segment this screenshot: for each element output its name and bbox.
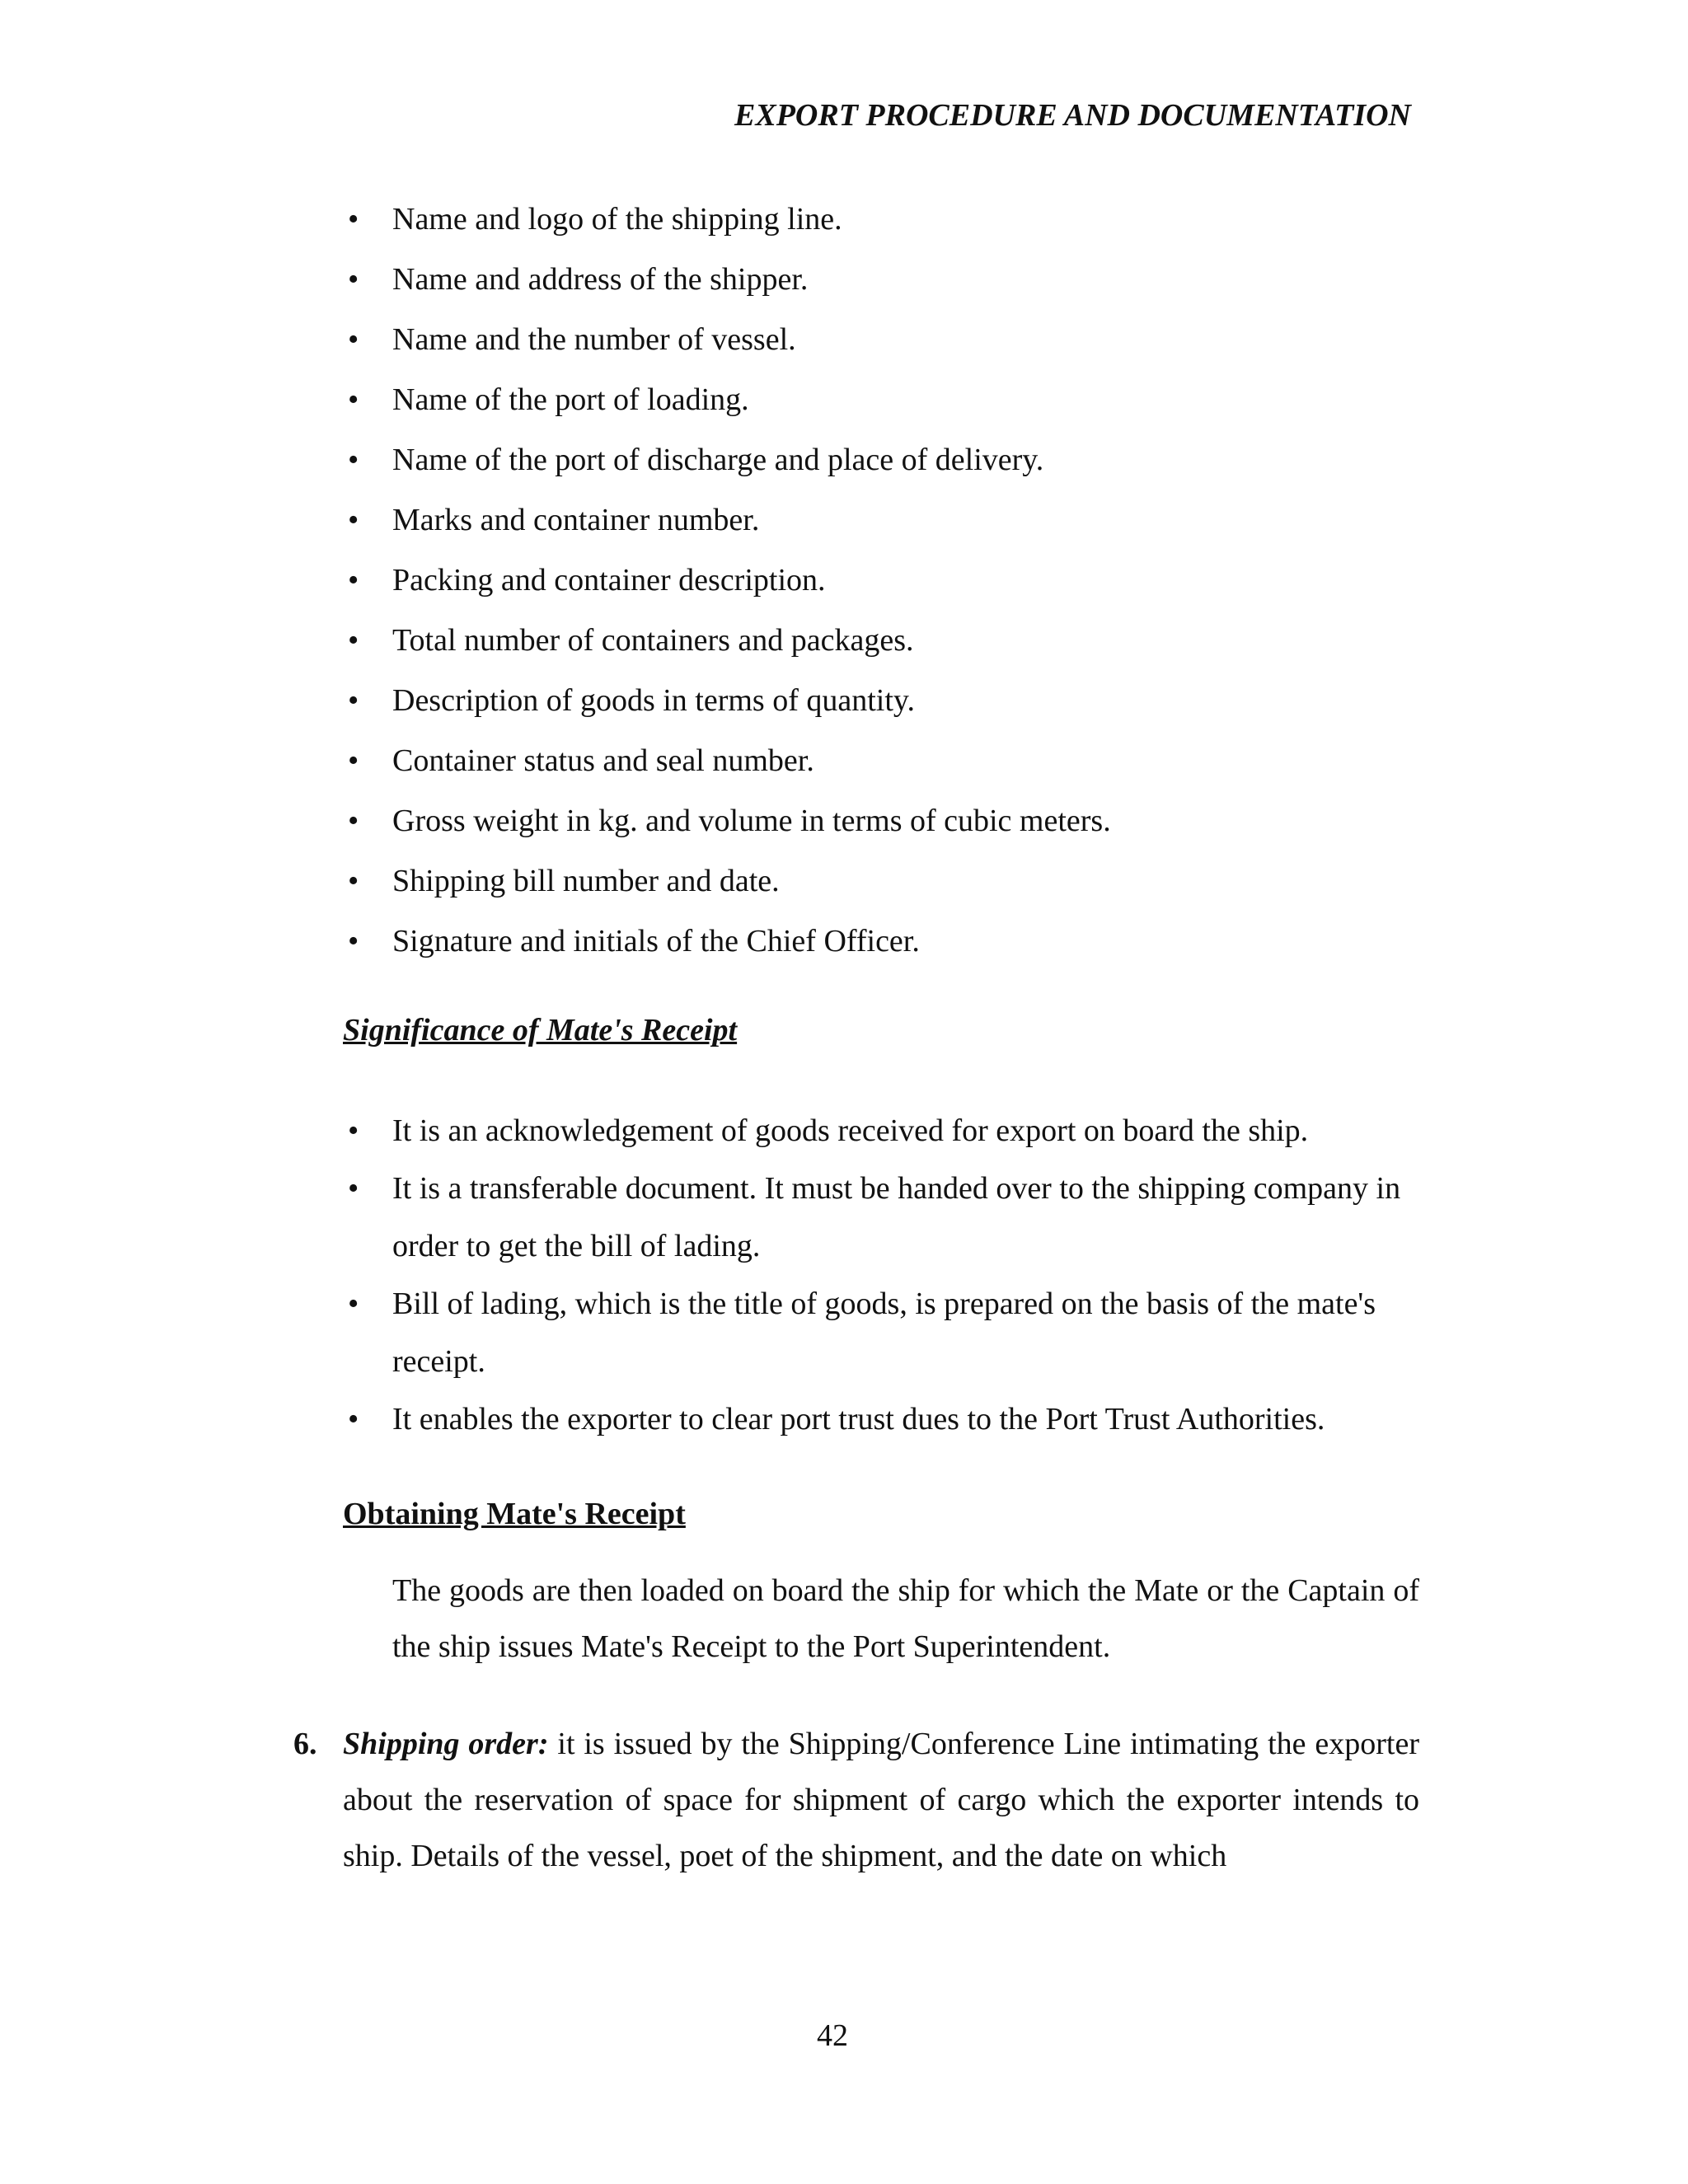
bullet-icon: • [348, 864, 359, 898]
list-item [343, 671, 1419, 731]
list-item [343, 731, 1419, 791]
list-item-text: Name of the port of discharge and place of delivery. [392, 443, 1044, 477]
running-header: EXPORT PROCEDURE AND DOCUMENTATION [734, 98, 1411, 133]
bullet-icon: • [348, 202, 359, 237]
list-item-text: Gross weight in kg. and volume in terms of cubic meters. [392, 804, 1111, 838]
list-item-text: It is an acknowledgement of goods received for export on board the ship. [392, 1113, 1309, 1148]
shipping-order-term: Shipping order: [343, 1727, 549, 1761]
page-number: 42 [817, 2018, 848, 2053]
mates-receipt-contents-list [343, 190, 1419, 972]
bullet-icon: • [348, 683, 359, 718]
list-item-text: Container status and seal number. [392, 743, 814, 778]
list-item [343, 1390, 1419, 1448]
significance-heading: Significance of Mate's Receipt [343, 1013, 738, 1047]
list-item [343, 1275, 1419, 1390]
obtaining-paragraph: The goods are then loaded on board the ship for which the Mate or the Captain of the ship issues Mate's Receipt to the Port Superintendent. [392, 1573, 1419, 1664]
list-item-text: Description of goods in terms of quantity. [392, 683, 915, 718]
bullet-icon: • [348, 1286, 359, 1321]
list-item [343, 250, 1419, 310]
bullet-icon: • [348, 262, 359, 297]
list-item [343, 310, 1419, 370]
list-item-text: Packing and container description. [392, 563, 826, 598]
shipping-order-text: it is issued by the Shipping/Conference Line intimating the exporter about the reservation of space for shipment of cargo which the exporter intends to ship. Details of the vessel, poet of the shipment, and the date on which [343, 1727, 1419, 1873]
list-item [343, 370, 1419, 430]
list-item [343, 1102, 1419, 1160]
list-item [343, 791, 1419, 851]
list-item-text: It enables the exporter to clear port trust dues to the Port Trust Authorities. [392, 1402, 1325, 1436]
list-item [343, 551, 1419, 611]
list-item-text: It is a transferable document. It must be handed over to the shipping company in order to get the bill of lading. [392, 1171, 1401, 1263]
list-item [343, 611, 1419, 671]
list-item [343, 912, 1419, 972]
list-item-text: Signature and initials of the Chief Officer. [392, 924, 920, 958]
bullet-icon: • [348, 924, 359, 958]
bullet-icon: • [348, 503, 359, 537]
list-item-text: Name and address of the shipper. [392, 262, 809, 297]
list-item [343, 851, 1419, 912]
list-item-text: Total number of containers and packages. [392, 623, 914, 658]
list-item [343, 490, 1419, 551]
bullet-icon: • [348, 804, 359, 838]
list-item-text: Shipping bill number and date. [392, 864, 780, 898]
item-number: 6. [293, 1727, 317, 1761]
shipping-order-paragraph [343, 1716, 1419, 1884]
bullet-icon: • [348, 1171, 359, 1206]
bullet-icon: • [348, 443, 359, 477]
list-item-text: Name of the port of loading. [392, 382, 749, 417]
bullet-icon: • [348, 322, 359, 357]
bullet-icon: • [348, 563, 359, 598]
bullet-icon: • [348, 382, 359, 417]
list-item-text: Marks and container number. [392, 503, 760, 537]
obtaining-heading: Obtaining Mate's Receipt [343, 1497, 686, 1531]
significance-list [343, 1102, 1419, 1448]
bullet-icon: • [348, 743, 359, 778]
bullet-icon: • [348, 1113, 359, 1148]
list-item-text: Name and logo of the shipping line. [392, 202, 842, 237]
list-item-text: Name and the number of vessel. [392, 322, 796, 357]
list-item [343, 1160, 1419, 1275]
bullet-icon: • [348, 623, 359, 658]
list-item [343, 430, 1419, 490]
bullet-icon: • [348, 1402, 359, 1436]
list-item-text: Bill of lading, which is the title of goods, is prepared on the basis of the mate's receipt. [392, 1286, 1376, 1379]
shipping-order-item [293, 1716, 1419, 1884]
list-item [343, 190, 1419, 250]
